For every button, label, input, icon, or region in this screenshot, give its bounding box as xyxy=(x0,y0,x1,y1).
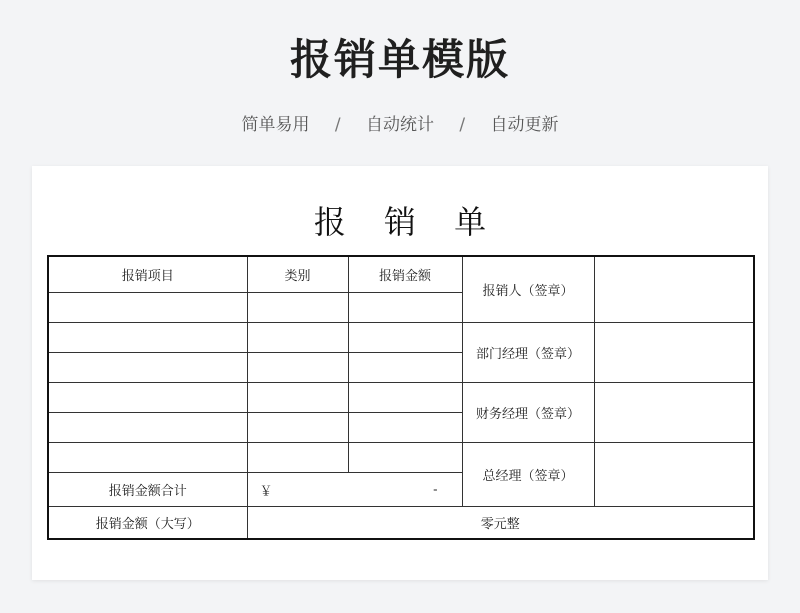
category-cell[interactable] xyxy=(247,353,348,383)
signature-label-applicant: 报销人（签章） xyxy=(462,256,594,323)
category-cell[interactable] xyxy=(247,443,348,473)
reimbursement-table xyxy=(47,255,755,540)
page-title: 报销单模版 xyxy=(289,35,510,84)
column-header-category: 类别 xyxy=(247,256,348,293)
total-amount-cell xyxy=(247,473,462,507)
capital-amount-value: 零元整 xyxy=(247,507,754,539)
category-cell[interactable] xyxy=(247,413,348,443)
signature-field-finance-manager[interactable] xyxy=(594,383,754,443)
signature-label-general-manager: 总经理（签章） xyxy=(462,443,594,507)
signature-field-dept-manager[interactable] xyxy=(594,323,754,383)
amount-cell[interactable] xyxy=(348,353,462,383)
total-label: 报销金额合计 xyxy=(48,473,247,507)
column-header-amount: 报销金额 xyxy=(348,256,462,293)
amount-cell[interactable] xyxy=(348,293,462,323)
signature-field-applicant[interactable] xyxy=(594,256,754,323)
table-row xyxy=(48,323,754,353)
table-row xyxy=(48,443,754,473)
column-header-item: 报销项目 xyxy=(48,256,247,293)
feature-separator: / xyxy=(459,115,466,135)
category-cell[interactable] xyxy=(247,293,348,323)
amount-cell[interactable] xyxy=(348,443,462,473)
category-cell[interactable] xyxy=(247,383,348,413)
feature-easy: 简单易用 xyxy=(241,115,310,135)
amount-cell[interactable] xyxy=(348,383,462,413)
currency-symbol: ￥ xyxy=(259,484,273,499)
signature-label-finance-manager: 财务经理（签章） xyxy=(462,383,594,443)
table-header-row xyxy=(48,256,754,293)
table-row xyxy=(48,383,754,413)
total-amount-value: - xyxy=(433,482,438,497)
signature-label-dept-manager: 部门经理（签章） xyxy=(462,323,594,383)
feature-auto-stat: 自动统计 xyxy=(366,115,434,135)
item-cell[interactable] xyxy=(48,323,247,353)
item-cell[interactable] xyxy=(48,443,247,473)
item-cell[interactable] xyxy=(48,293,247,323)
capital-amount-label: 报销金额（大写） xyxy=(48,507,247,539)
amount-cell[interactable] xyxy=(348,413,462,443)
capital-amount-row xyxy=(48,507,754,539)
feature-separator: / xyxy=(334,115,341,135)
feature-auto-update: 自动更新 xyxy=(490,115,559,135)
feature-list xyxy=(0,112,800,138)
form-title: 报 销 单 xyxy=(313,203,501,241)
item-cell[interactable] xyxy=(48,413,247,443)
signature-field-general-manager[interactable] xyxy=(594,443,754,507)
category-cell[interactable] xyxy=(247,323,348,353)
item-cell[interactable] xyxy=(48,383,247,413)
item-cell[interactable] xyxy=(48,353,247,383)
amount-cell[interactable] xyxy=(348,323,462,353)
